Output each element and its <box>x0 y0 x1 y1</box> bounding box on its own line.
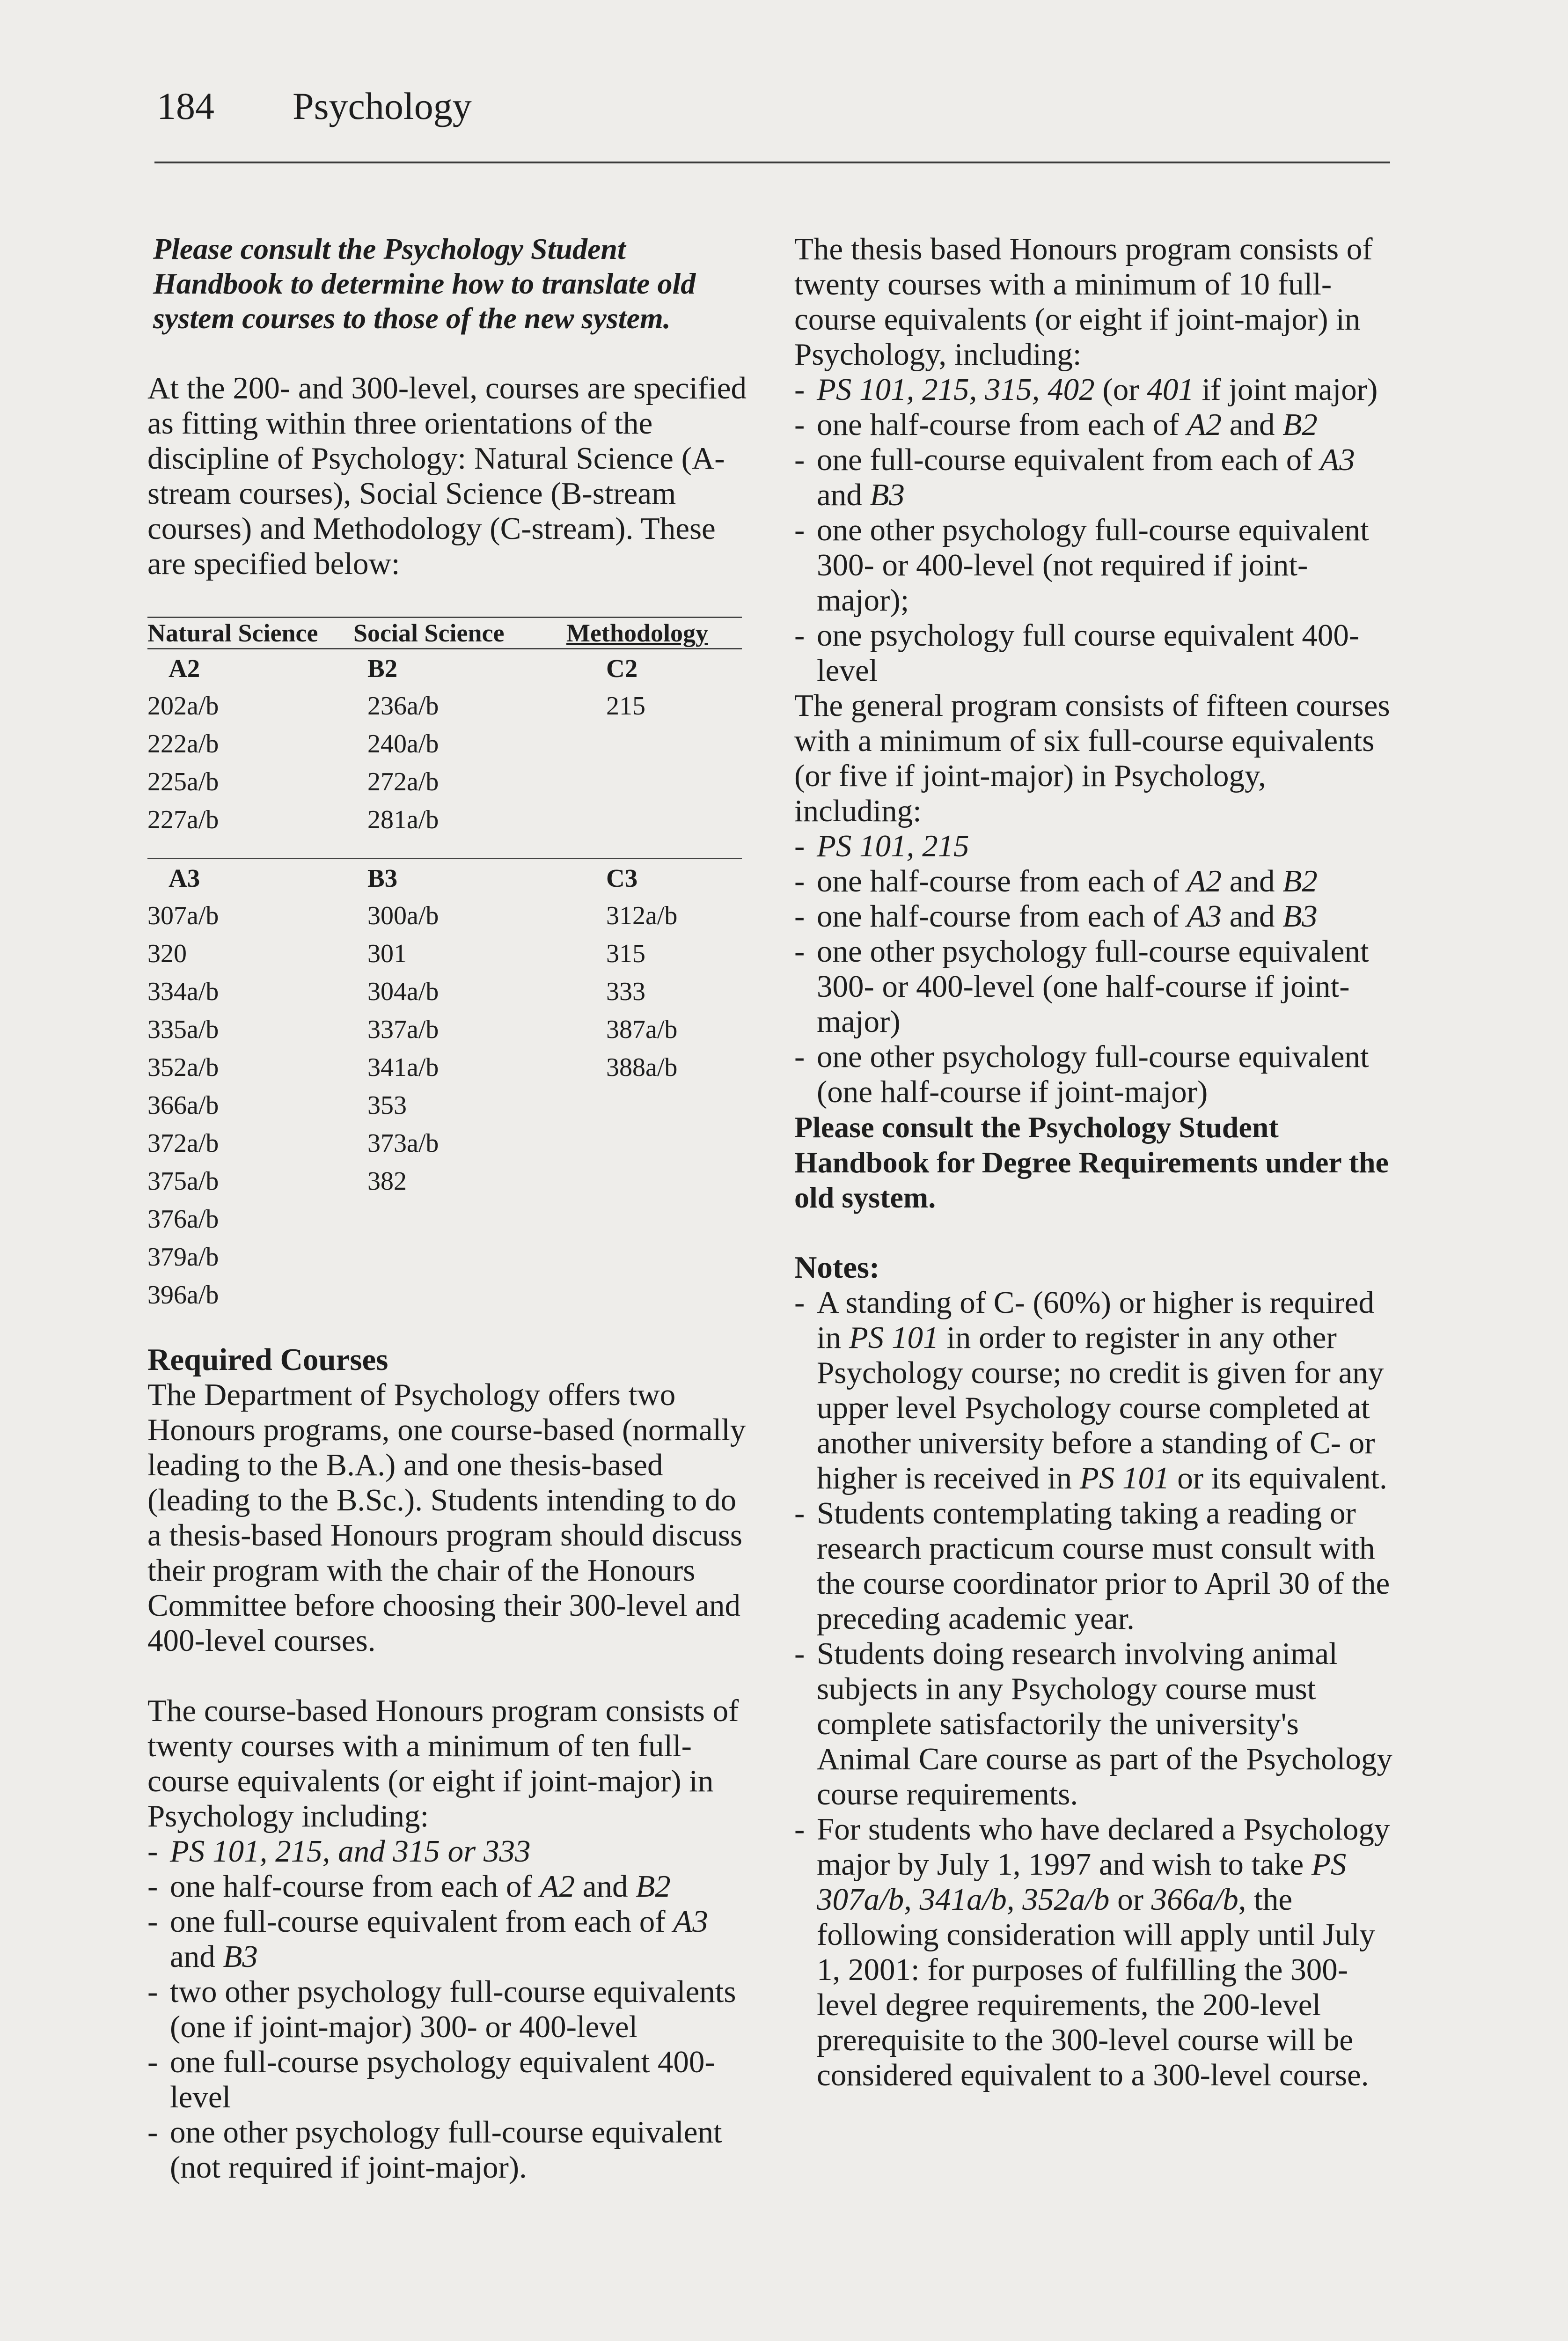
header-social-science: Social Science <box>353 619 505 647</box>
table-cell: 335a/b <box>147 1015 219 1044</box>
table-cell: 372a/b <box>147 1129 219 1158</box>
table-cell: 222a/b <box>147 729 219 758</box>
table-cell <box>349 1238 559 1276</box>
table-cell: 225a/b <box>147 767 219 796</box>
table-cell: 388a/b <box>606 1053 678 1082</box>
table-cell: 281a/b <box>367 805 439 834</box>
list-item: - For students who have declared a Psychology major by July 1, 1997 and wish to take PS 307a/b, 341a/b, 352a/b or 366a/b, the following consideration will apply until July 1, 2001: for purposes of fulfilling the 300-level degree requirements, the 200-level prerequisite to the 300-level course will be considered equivalent to a 300-level course. <box>794 1812 1398 2093</box>
list-item: - Students contemplating taking a reading or research practicum course must consult with the course coordinator prior to April 30 of the preceding academic year. <box>794 1496 1398 1636</box>
list-item: - one other psychology full-course equivalent (not required if joint-major). <box>147 2115 751 2185</box>
list-item: - one full-course equivalent from each of A3 and B3 <box>147 1904 751 1974</box>
list-item: - one psychology full course equivalent 400-level <box>794 618 1398 688</box>
table-cell <box>349 1200 559 1238</box>
streams-intro: At the 200- and 300-level, courses are specified as fitting within three orientations of the discipline of Psychology: Natural Science (A-stream courses), Social Science (B-stream courses) and Methodology (C-stream). These are specified below: <box>147 371 747 581</box>
page-number: 184 <box>157 85 214 127</box>
table-cell: 334a/b <box>147 977 219 1006</box>
table-row <box>147 973 742 1011</box>
table-cell: 240a/b <box>367 729 439 758</box>
old-system-note: Please consult the Psychology Student Handbook for Degree Requirements under the old system. <box>794 1111 1389 1214</box>
table-cell: 202a/b <box>147 692 219 721</box>
table-cell <box>559 1276 742 1314</box>
table-cell: 382 <box>367 1167 407 1196</box>
table-row <box>147 1049 742 1087</box>
group-label-row <box>147 649 742 687</box>
table-cell: 333 <box>606 977 645 1006</box>
table-cell <box>559 1125 742 1163</box>
table-cell: 353 <box>367 1091 407 1120</box>
table-cell: 312a/b <box>606 901 678 930</box>
list-item: - one half-course from each of A3 and B3 <box>794 899 1398 934</box>
general-intro: The general program consists of fifteen courses with a minimum of six full-course equivalents (or five if joint-major) in Psychology, including: <box>794 688 1390 828</box>
table-cell: 301 <box>367 939 407 968</box>
table-row <box>147 935 742 973</box>
required-courses-heading: Required Courses <box>147 1342 388 1377</box>
table-cell: 236a/b <box>367 692 439 721</box>
group-label: B3 <box>367 864 398 892</box>
group-label: C2 <box>606 654 638 683</box>
table-cell: 315 <box>606 939 645 968</box>
notes-heading: Notes: <box>794 1250 880 1285</box>
group-label-row <box>147 859 742 897</box>
table-cell: 387a/b <box>606 1015 678 1044</box>
table-row <box>147 1163 742 1200</box>
table-cell: 396a/b <box>147 1281 219 1310</box>
header-methodology: Methodology <box>566 619 708 647</box>
list-item: - one half-course from each of A2 and B2 <box>794 864 1398 899</box>
list-item: - one other psychology full-course equivalent (one half-course if joint-major) <box>794 1039 1398 1110</box>
table-cell: 341a/b <box>367 1053 439 1082</box>
right-column <box>794 232 1398 2093</box>
table-row <box>147 897 742 935</box>
table-cell: 300a/b <box>367 901 439 930</box>
table-row <box>147 801 742 839</box>
consult-handbook-note: Please consult the Psychology Student Handbook to determine how to translate old system courses to those of the new system. <box>153 232 696 335</box>
list-item: - PS 101, 215, 315, 402 (or 401 if joint major) <box>794 372 1398 407</box>
list-item: - one full-course equivalent from each of A3 and B3 <box>794 442 1398 513</box>
general-list <box>794 829 1398 1110</box>
course-stream-table <box>147 617 742 1314</box>
table-row <box>147 725 742 763</box>
table-cell: 320 <box>147 939 187 968</box>
group-label: A3 <box>169 864 200 892</box>
list-item: - one other psychology full-course equivalent 300- or 400-level (not required if joint-major); <box>794 513 1398 618</box>
list-item: - one half-course from each of A2 and B2 <box>794 407 1398 442</box>
table-row <box>147 1200 742 1238</box>
table-cell <box>559 1238 742 1276</box>
list-item: - PS 101, 215, and 315 or 333 <box>147 1834 751 1869</box>
group-label: A2 <box>169 654 200 683</box>
table-row <box>147 763 742 801</box>
thesis-intro: The thesis based Honours program consists of twenty courses with a minimum of 10 full-course equivalents (or eight if joint-major) in Psychology, including: <box>794 232 1373 372</box>
table-cell: 307a/b <box>147 901 219 930</box>
table-cell: 272a/b <box>367 767 439 796</box>
course-based-list <box>147 1834 751 2185</box>
table-row <box>147 1011 742 1049</box>
table-cell: 352a/b <box>147 1053 219 1082</box>
table-cell: 227a/b <box>147 805 219 834</box>
header-natural-science: Natural Science <box>147 619 318 647</box>
group-label: C3 <box>606 864 638 892</box>
table-row <box>147 1125 742 1163</box>
table-row <box>147 1087 742 1125</box>
table-cell: 373a/b <box>367 1129 439 1158</box>
list-item: - one half-course from each of A2 and B2 <box>147 1869 751 1904</box>
group-label: B2 <box>367 654 398 683</box>
header-rule <box>154 162 1390 163</box>
list-item: - one other psychology full-course equivalent 300- or 400-level (one half-course if joint-major) <box>794 934 1398 1039</box>
table-cell <box>559 725 742 763</box>
table-cell <box>559 1200 742 1238</box>
course-based-intro: The course-based Honours program consists of twenty courses with a minimum of ten full-course equivalents (or eight if joint-major) in Psychology including: <box>147 1693 739 1833</box>
table-row <box>147 1238 742 1276</box>
table-cell: 375a/b <box>147 1167 219 1196</box>
table-cell: 215 <box>606 692 645 721</box>
table-cell <box>349 1276 559 1314</box>
table-cell: 376a/b <box>147 1205 219 1234</box>
table-cell: 337a/b <box>367 1015 439 1044</box>
table-cell: 304a/b <box>367 977 439 1006</box>
list-item: - PS 101, 215 <box>794 829 1398 864</box>
table-header-row <box>147 618 742 648</box>
table-cell: 366a/b <box>147 1091 219 1120</box>
page-title: Psychology <box>293 85 472 127</box>
table-row <box>147 1276 742 1314</box>
required-courses-text: The Department of Psychology offers two Honours programs, one course-based (normally leading to the B.A.) and one thesis-based (leading to the B.Sc.). Students intending to do a thesis-based Honours program should discuss their program with the chair of the Honours Committee before choosing their 300-level and 400-level courses. <box>147 1377 746 1658</box>
table-cell <box>559 1087 742 1125</box>
list-item: - one full-course psychology equivalent 400-level <box>147 2045 751 2115</box>
table-cell <box>559 801 742 839</box>
table-cell <box>559 763 742 801</box>
table-row <box>147 687 742 725</box>
list-item: - Students doing research involving animal subjects in any Psychology course must complete satisfactorily the university's Animal Care course as part of the Psychology course requirements. <box>794 1636 1398 1812</box>
left-column <box>147 232 751 2185</box>
list-item: - two other psychology full-course equivalents (one if joint-major) 300- or 400-level <box>147 1974 751 2045</box>
list-item: - A standing of C- (60%) or higher is required in PS 101 in order to register in any other Psychology course; no credit is given for any upper level Psychology course completed at another university before a standing of C- or higher is received in PS 101 or its equivalent. <box>794 1285 1398 1496</box>
thesis-list <box>794 372 1398 688</box>
table-cell <box>559 1163 742 1200</box>
table-cell: 379a/b <box>147 1243 219 1272</box>
notes-list <box>794 1285 1398 2093</box>
